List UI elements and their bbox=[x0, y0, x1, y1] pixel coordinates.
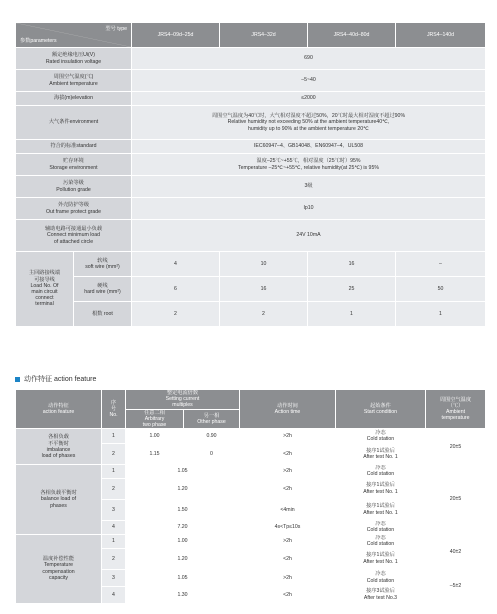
square-bullet-icon bbox=[15, 377, 20, 382]
terminal-value: 6 bbox=[132, 277, 220, 302]
row-label: 辅助电路可接通最小负载 Connect minimum load of attached circle bbox=[16, 220, 132, 252]
action-table bbox=[15, 389, 486, 604]
multiple: 1.05 bbox=[126, 569, 240, 586]
header-time: 动作时间 Action time bbox=[240, 390, 336, 429]
model-header: JRS4–32d bbox=[220, 23, 308, 48]
terminal-value: 10 bbox=[220, 252, 308, 277]
row-no: 1 bbox=[102, 465, 126, 478]
row-value: 24V 10mA bbox=[132, 220, 486, 252]
model-header: JRS4–09d–25d bbox=[132, 23, 220, 48]
ambient-temp: 20±5 bbox=[426, 465, 486, 534]
terminal-value: 2 bbox=[132, 302, 220, 327]
section-title: 动作特征 action feature bbox=[24, 376, 97, 383]
action-time: <2h bbox=[240, 444, 336, 465]
terminal-value: 4 bbox=[132, 252, 220, 277]
terminal-row-label: 根数 root bbox=[74, 302, 132, 327]
start-condition: 接序1试验后 After test No. 1 bbox=[336, 548, 426, 569]
feature-label: 各相负载平衡时 balance load of phases bbox=[16, 465, 102, 534]
row-no: 2 bbox=[102, 444, 126, 465]
header-corner bbox=[16, 23, 132, 48]
terminal-value: 16 bbox=[308, 252, 396, 277]
start-condition: 冷态 Cold station bbox=[336, 429, 426, 444]
row-label: 贮存环境 Storage environment bbox=[16, 154, 132, 176]
terminal-value: – bbox=[396, 252, 486, 277]
header-ambient: 周围空气温度 （℃） Ambient temperature bbox=[426, 390, 486, 429]
spec-table bbox=[15, 22, 486, 327]
action-time: >2h bbox=[240, 429, 336, 444]
multiple: 1.20 bbox=[126, 478, 240, 499]
multiple: 1.00 bbox=[126, 534, 240, 548]
multiple-b: 0 bbox=[184, 444, 240, 465]
row-label: 外壳防护等级 Out frame protect grade bbox=[16, 198, 132, 220]
header-no: 序 号 No. bbox=[102, 390, 126, 429]
start-condition: 接序1试验后 After test No. 1 bbox=[336, 444, 426, 465]
action-time: >2h bbox=[240, 465, 336, 478]
ambient-temp: –5±2 bbox=[426, 569, 486, 603]
header-start: 起始条件 Start condition bbox=[336, 390, 426, 429]
row-no: 4 bbox=[102, 520, 126, 534]
action-time: 4s<Tp≤10s bbox=[240, 520, 336, 534]
feature-label: 温度补偿性能 Temperature compensation capacity bbox=[16, 534, 102, 603]
model-header: JRS4–140d bbox=[396, 23, 486, 48]
row-value: –5~40 bbox=[132, 70, 486, 92]
action-time: <2h bbox=[240, 586, 336, 603]
multiple: 1.30 bbox=[126, 586, 240, 603]
multiple-b: 0.90 bbox=[184, 429, 240, 444]
start-condition: 接序1试验后 After test No. 1 bbox=[336, 499, 426, 520]
row-value: 周围空气温度为40℃时，大气相对湿度不超过50%，20℃时最大相对湿度不超过90% Relative humidity not exceeding 50% at the ambient temperature40℃, humidity up to 90% at the ambient temperature 20℃ bbox=[132, 106, 486, 140]
row-value: 690 bbox=[132, 48, 486, 70]
model-header: JRS4–40d–80d bbox=[308, 23, 396, 48]
multiple: 1.50 bbox=[126, 499, 240, 520]
action-time: >2h bbox=[240, 534, 336, 548]
row-label: 海拔(m)elevation bbox=[16, 92, 132, 106]
multiple: 7.20 bbox=[126, 520, 240, 534]
action-time: <2h bbox=[240, 548, 336, 569]
terminal-value: 1 bbox=[308, 302, 396, 327]
row-no: 4 bbox=[102, 586, 126, 603]
row-no: 1 bbox=[102, 429, 126, 444]
terminal-value: 25 bbox=[308, 277, 396, 302]
terminal-row-label: 软线 soft wire (mm²) bbox=[74, 252, 132, 277]
row-label: 周围空气温度(℃) Ambient temperature bbox=[16, 70, 132, 92]
row-no: 3 bbox=[102, 499, 126, 520]
row-no: 2 bbox=[102, 548, 126, 569]
header-arbitrary: 任意二相 Arbitrary two phase bbox=[126, 409, 184, 429]
action-time: <2h bbox=[240, 478, 336, 499]
start-condition: 冷态 Cold station bbox=[336, 569, 426, 586]
start-condition: 冷态 Cold station bbox=[336, 534, 426, 548]
action-time: <4min bbox=[240, 499, 336, 520]
row-value: IEC60947–4、GB14048、EN60947–4、UL508 bbox=[132, 140, 486, 154]
terminal-value: 1 bbox=[396, 302, 486, 327]
start-condition: 接序1试验后 After test No. 1 bbox=[336, 478, 426, 499]
multiple: 1.05 bbox=[126, 465, 240, 478]
header-setting: 整定电流倍数 Setting current multiples bbox=[126, 390, 240, 410]
row-value: Ip10 bbox=[132, 198, 486, 220]
row-label: 污染等级 Pollution grade bbox=[16, 176, 132, 198]
row-label: 大气条件environment bbox=[16, 106, 132, 140]
row-label: 额定绝缘电压Ui(V) Rated insulation voltage bbox=[16, 48, 132, 70]
terminal-value: 16 bbox=[220, 277, 308, 302]
row-value: 温度–25℃~+55℃，相对湿度（25℃时）95% Temperature –25℃~+55℃, relative humidity(at 25℃) is 95% bbox=[132, 154, 486, 176]
row-no: 2 bbox=[102, 478, 126, 499]
row-no: 1 bbox=[102, 534, 126, 548]
start-condition: 冷态 Cold station bbox=[336, 465, 426, 478]
corner-model-label: 型号 type bbox=[105, 26, 127, 32]
section-heading bbox=[15, 374, 96, 384]
start-condition: 接序3试验后 After test No.3 bbox=[336, 586, 426, 603]
row-value: 3级 bbox=[132, 176, 486, 198]
terminal-value: 2 bbox=[220, 302, 308, 327]
ambient-temp: 20±5 bbox=[426, 429, 486, 465]
start-condition: 冷态 Cold station bbox=[336, 520, 426, 534]
terminal-label: 主回路接线端 可接导线 Load No. Of main circuit connect terminal bbox=[16, 252, 74, 327]
row-label: 符合的标准standard bbox=[16, 140, 132, 154]
ambient-temp: 40±2 bbox=[426, 534, 486, 569]
terminal-value: 50 bbox=[396, 277, 486, 302]
row-value: ≤2000 bbox=[132, 92, 486, 106]
feature-label: 各相负载 不平衡时 imbalance load of phases bbox=[16, 429, 102, 465]
corner-param-label: 参数parameters bbox=[20, 37, 57, 44]
header-other: 另一相 Other phase bbox=[184, 409, 240, 429]
multiple-a: 1.15 bbox=[126, 444, 184, 465]
header-feature: 动作特征 action feature bbox=[16, 390, 102, 429]
action-time: >2h bbox=[240, 569, 336, 586]
multiple-a: 1.00 bbox=[126, 429, 184, 444]
row-no: 3 bbox=[102, 569, 126, 586]
terminal-row-label: 硬线 hard wire (mm²) bbox=[74, 277, 132, 302]
multiple: 1.20 bbox=[126, 548, 240, 569]
